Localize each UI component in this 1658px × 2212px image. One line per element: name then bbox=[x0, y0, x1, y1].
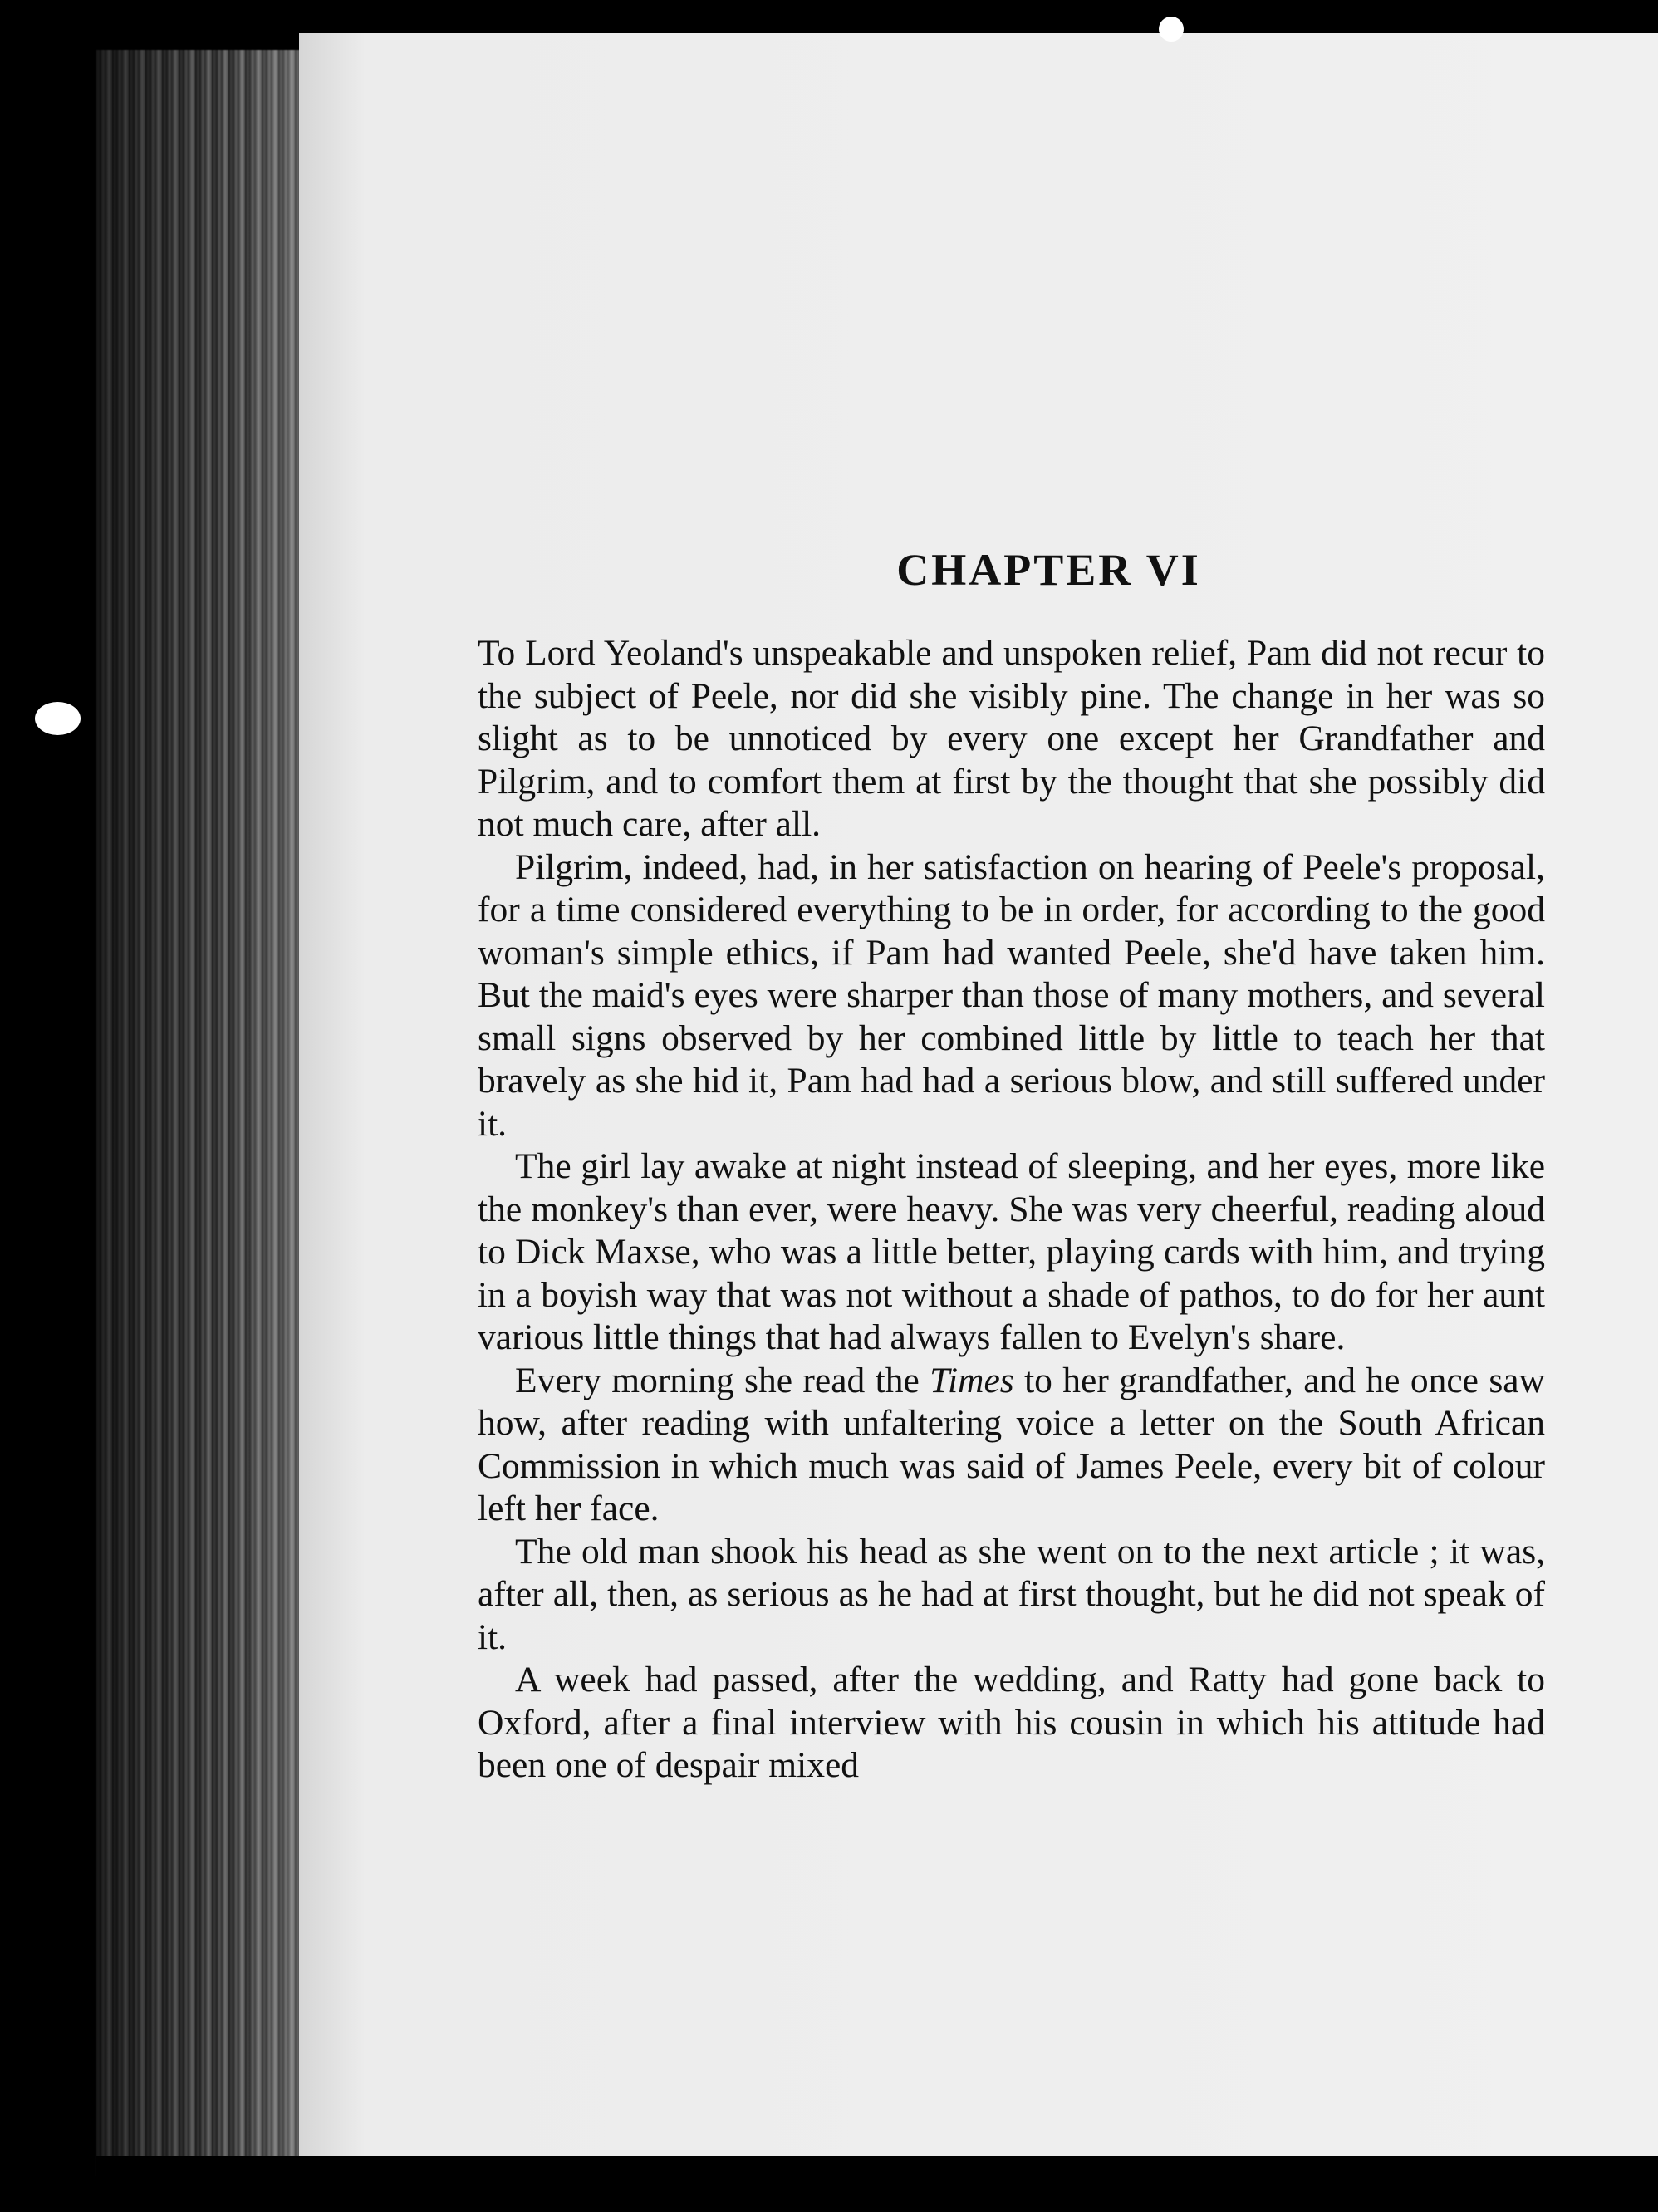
paragraph-text: Every morning she read the bbox=[515, 1360, 930, 1400]
page-bottom-shadow bbox=[96, 2156, 1658, 2212]
scan-speck bbox=[35, 702, 81, 735]
paragraph: The old man shook his head as she went on to the next article ; it was, after all, then, as serious as he had at first thought, but he did not speak of it. bbox=[478, 1531, 1545, 1657]
scan-speck bbox=[1159, 17, 1184, 42]
paragraph bbox=[478, 1360, 1545, 1531]
chapter-title: CHAPTER VI bbox=[896, 545, 1201, 595]
paragraph: To Lord Yeoland's unspeakable and unspoken relief, Pam did not recur to the subject of Peele, nor did she visibly pine. The change in her was so slight as to be unnoticed by every one except her Grandfather and Pilgrim, and to comfort them at first by the thought that she possibly did not much care, after all. bbox=[478, 633, 1545, 844]
newspaper-title: Times bbox=[930, 1360, 1014, 1400]
paragraph-text: to her grandfather, and he once saw how, after reading with unfaltering voice a letter on the South African Commission in which much was said of James Peele, every bit of colour left her face. bbox=[478, 1360, 1545, 1528]
paragraph: The girl lay awake at night instead of sleeping, and her eyes, more like the monkey's than ever, were heavy. She was very cheerful, reading aloud to Dick Maxse, who was a little better, playing cards with him, and trying in a boyish way that was not without a shade of pathos, to do for her aunt various little things that had always fallen to Evelyn's share. bbox=[478, 1146, 1545, 1357]
paragraph: Pilgrim, indeed, had, in her satisfaction on hearing of Peele's proposal, for a time considered everything to be in order, for according to the good woman's simple ethics, if Pam had wanted Peele, she'd have taken him. But the maid's eyes were sharper than those of many mothers, and several small signs observed by her combined little by little to teach her that bravely as she hid it, Pam had had a serious blow, and still suffered under it. bbox=[478, 846, 1545, 1144]
paragraph: A week had passed, after the wedding, and Ratty had gone back to Oxford, after a final interview with his cousin in which his attitude had been one of despair mixed bbox=[478, 1660, 1545, 1785]
page-text bbox=[478, 544, 1545, 1788]
